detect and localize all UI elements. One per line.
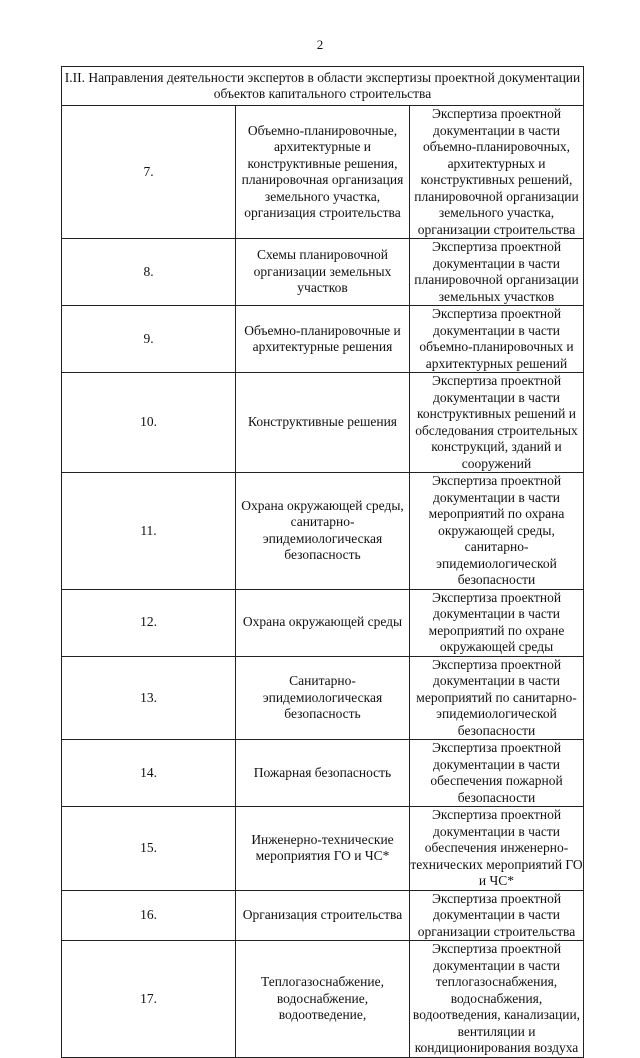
expertise-description: Экспертиза проектной документации в части мероприятий по охране окружающей среды — [410, 589, 584, 656]
row-number: 13. — [62, 656, 236, 740]
expertise-description: Экспертиза проектной документации в части конструктивных решений и обследования строительных конструкций, зданий и сооружений — [410, 373, 584, 473]
table-row — [62, 589, 584, 656]
row-number: 16. — [62, 890, 236, 941]
row-number: 14. — [62, 740, 236, 807]
row-number: 15. — [62, 807, 236, 891]
expertise-description: Экспертиза проектной документации в части объемно-планировочных и архитектурных решений — [410, 306, 584, 373]
expertise-area: Пожарная безопасность — [236, 740, 410, 807]
table-row — [62, 740, 584, 807]
table-row — [62, 807, 584, 891]
table-row — [62, 473, 584, 590]
expertise-area: Охрана окружающей среды, санитарно-эпидемиологическая безопасность — [236, 473, 410, 590]
expertise-description: Экспертиза проектной документации в части объемно-планировочных, архитектурных и конструктивных решений, планировочной организации земельного участка, организации строительства — [410, 106, 584, 239]
page-number: 2 — [316, 37, 324, 52]
expertise-area: Объемно-планировочные, архитектурные и конструктивные решения, планировочная организация земельного участка, организация строительства — [236, 106, 410, 239]
expertise-area: Схемы планировочной организации земельных участков — [236, 239, 410, 306]
expertise-description: Экспертиза проектной документации в части мероприятий по санитарно-эпидемиологической безопасности — [410, 656, 584, 740]
table-row — [62, 941, 584, 1058]
expertise-area: Санитарно-эпидемиологическая безопасность — [236, 656, 410, 740]
expertise-area: Теплогазоснабжение, водоснабжение, водоотведение, — [236, 941, 410, 1058]
section-header: I.II. Направления деятельности экспертов в области экспертизы проектной документации объектов капитального строительства — [62, 67, 584, 106]
row-number: 12. — [62, 589, 236, 656]
expertise-description: Экспертиза проектной документации в части планировочной организации земельных участков — [410, 239, 584, 306]
expertise-area: Объемно-планировочные и архитектурные решения — [236, 306, 410, 373]
table-row — [62, 373, 584, 473]
table-row — [62, 106, 584, 239]
expertise-area: Конструктивные решения — [236, 373, 410, 473]
table-row — [62, 656, 584, 740]
expertise-area: Организация строительства — [236, 890, 410, 941]
row-number: 10. — [62, 373, 236, 473]
expertise-area: Инженерно-технические мероприятия ГО и ЧС* — [236, 807, 410, 891]
expertise-description: Экспертиза проектной документации в части обеспечения инженерно-технических мероприятий ГО и ЧС* — [410, 807, 583, 888]
row-number: 9. — [62, 306, 236, 373]
expertise-description: Экспертиза проектной документации в части обеспечения пожарной безопасности — [410, 740, 584, 807]
expertise-description: Экспертиза проектной документации в части мероприятий по охрана окружающей среды, санитарно-эпидемиологической безопасности — [410, 473, 584, 590]
table-row — [62, 239, 584, 306]
row-number: 8. — [62, 239, 236, 306]
expertise-area: Охрана окружающей среды — [236, 589, 410, 656]
table-row — [62, 890, 584, 941]
expertise-table — [61, 66, 584, 1058]
row-number: 7. — [62, 106, 236, 239]
row-number: 17. — [62, 941, 236, 1058]
expertise-description: Экспертиза проектной документации в части организации строительства — [410, 890, 584, 941]
section-header-row — [62, 67, 584, 106]
row-number: 11. — [62, 473, 236, 590]
expertise-description: Экспертиза проектной документации в части теплогазоснабжения, водоснабжения, водоотведения, канализации, вентиляции и кондиционирования воздуха — [410, 941, 584, 1058]
table-row — [62, 306, 584, 373]
